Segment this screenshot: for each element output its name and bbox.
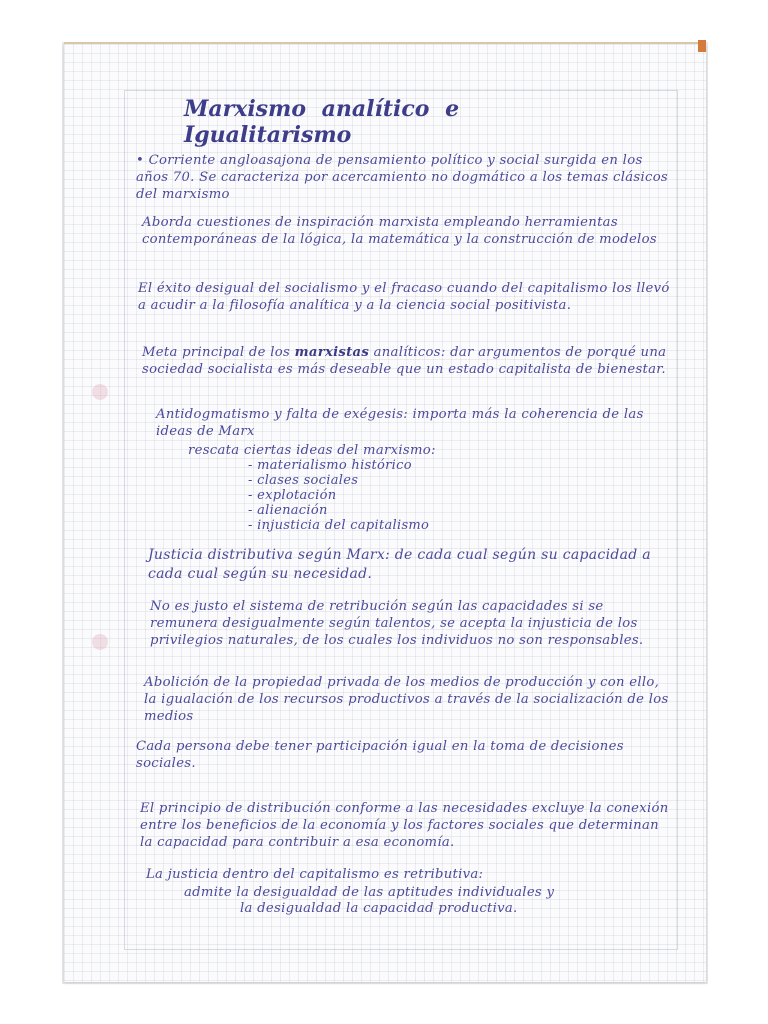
page-title: Marxismo analítico e Igualitarismo [184,96,460,148]
paragraph-principio: El principio de distribución conforme a las necesidades excluye la conexión entre los beneficios de la economía y los factores sociales que determinan la capacidad para contribuir a esa economía. [140,801,669,850]
list-item: - materialismo histórico [248,458,548,473]
paragraph-desigualdad: la desigualdad la capacidad productiva. [240,901,518,916]
paragraph-meta [142,344,672,378]
paragraph-no-es-justo: No es justo el sistema de retribución según las capacidades si se remunera desigualmente según talentos, se acepta la injusticia de los privilegios naturales, de los cuales los individuos no son responsables. [150,599,644,648]
paragraph-exito: El éxito desigual del socialismo y el fracaso cuando del capitalismo los llevó a acudir a la filosofía analítica y a la ciencia social positivista. [138,281,670,313]
paragraph-antidogmatismo: Antidogmatismo y falta de exégesis: importa más la coherencia de las ideas de Marx [156,407,644,439]
list-item: - injusticia del capitalismo [248,518,548,533]
paragraph-admite: admite la desigualdad de las aptitudes individuales y [184,885,555,900]
list-item: - alienación [248,503,548,518]
paragraph-justicia-distributiva: Justicia distributiva según Marx: de cada cual según su capacidad a cada cual según su necesidad. [148,547,651,582]
highlighted-word-marxistas: marxistas [294,345,370,360]
binder-hole-mark [92,634,108,650]
paragraph-abolicion: Abolición de la propiedad privada de los medios de producción y con ello, la igualación de los recursos productivos a través de la socialización de los medios [144,675,669,724]
list-item: - clases sociales [248,473,548,488]
paragraph-justicia-capitalismo: La justicia dentro del capitalismo es retributiva: [146,867,484,882]
meta-text-start: Meta principal de los [142,345,295,360]
paragraph-aborda: Aborda cuestiones de inspiración marxista empleando herramientas contemporáneas de la lógica, la matemática y la construcción de modelos [142,215,657,247]
meta-text-end: analíticos: dar argumentos de porqué una sociedad socialista es más deseable que un estado capitalista de bienestar. [142,345,667,377]
paragraph-cada-persona: Cada persona debe tener participación igual en la toma de decisiones sociales. [136,739,624,771]
paragraph-corriente: • Corriente angloasajona de pensamiento político y social surgida en los años 70. Se caracteriza por acercamiento no dogmático a los temas clásicos del marxismo [136,153,669,202]
list-item: - explotación [248,488,548,503]
binder-hole-mark [92,384,108,400]
marxism-ideas-list [248,458,548,533]
corner-tab [698,40,706,52]
paragraph-rescata: rescata ciertas ideas del marxismo: [188,443,436,458]
page-top-edge [64,42,706,44]
